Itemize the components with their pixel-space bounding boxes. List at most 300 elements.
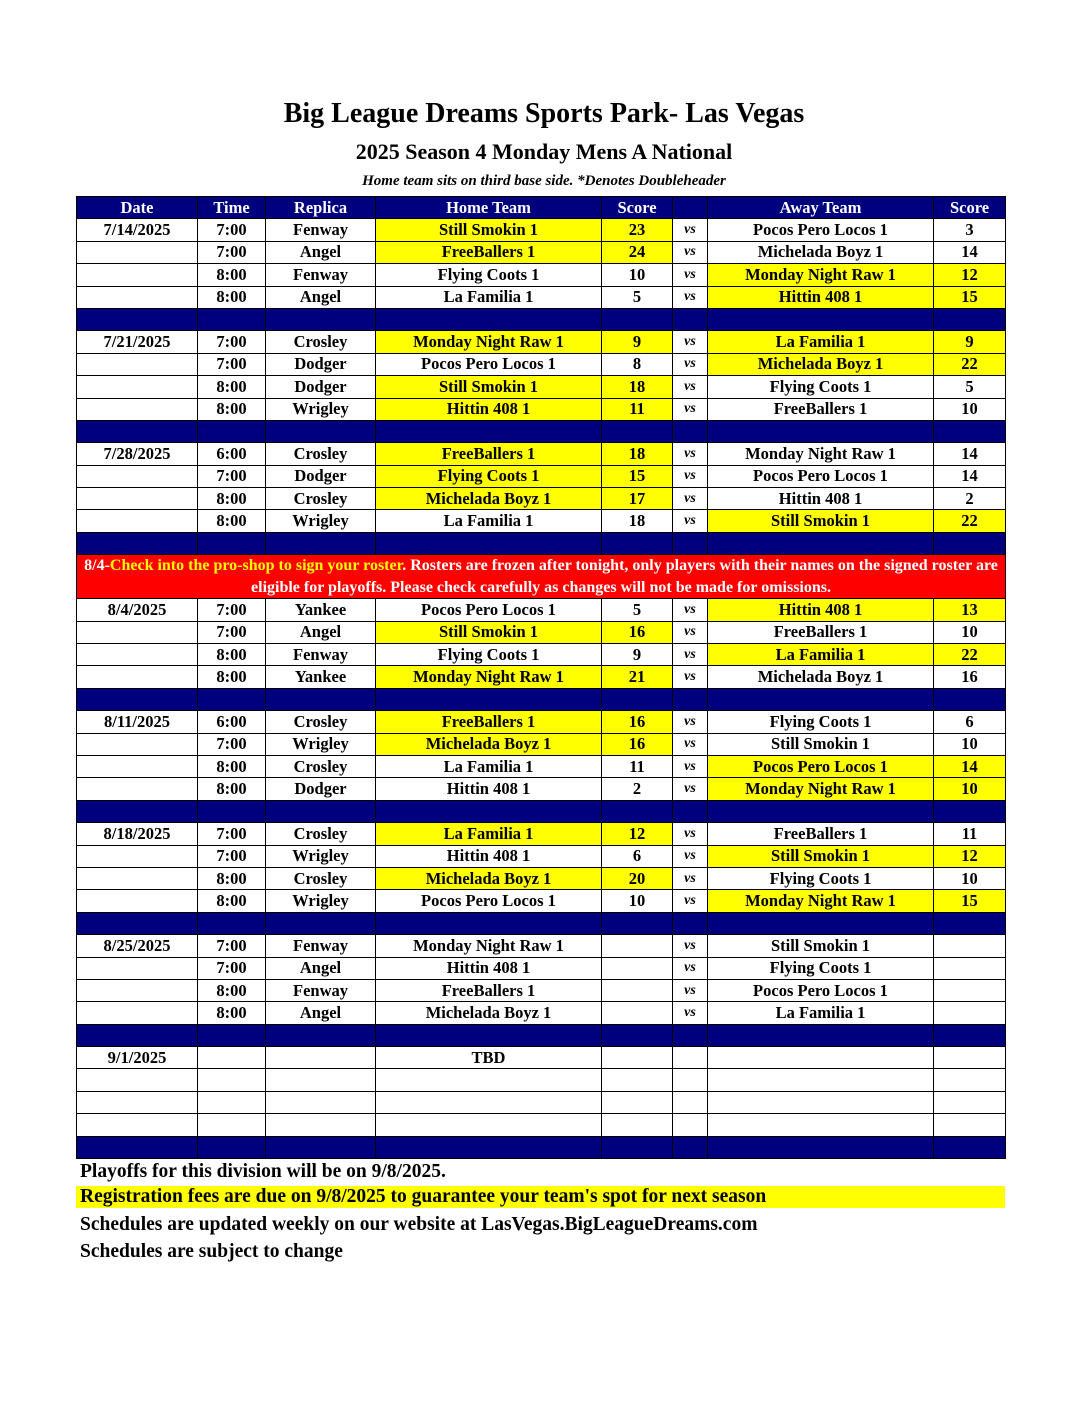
away-team-cell: [708, 1091, 934, 1113]
away-score-cell: 3: [934, 219, 1006, 241]
separator-row: [77, 912, 1006, 934]
separator-cell: [602, 420, 673, 442]
date-cell: [77, 286, 198, 308]
game-row: [77, 264, 1006, 286]
column-header-time: Time: [198, 197, 266, 219]
time-cell: 8:00: [198, 398, 266, 420]
date-cell: [77, 621, 198, 643]
replica-cell: [266, 1069, 376, 1091]
home-team-cell: Pocos Pero Locos 1: [376, 890, 602, 912]
replica-cell: Dodger: [266, 465, 376, 487]
replica-cell: Angel: [266, 1002, 376, 1024]
separator-cell: [77, 420, 198, 442]
home-score-cell: 18: [602, 510, 673, 532]
home-score-cell: 12: [602, 823, 673, 845]
replica-cell: Crosley: [266, 443, 376, 465]
game-row: [77, 666, 1006, 688]
home-score-cell: [602, 1069, 673, 1091]
game-row: [77, 331, 1006, 353]
date-cell: 8/4/2025: [77, 599, 198, 621]
away-team-cell: FreeBallers 1: [708, 398, 934, 420]
website-note: Schedules are updated weekly on our website at LasVegas.BigLeagueDreams.com: [80, 1214, 758, 1235]
time-cell: 7:00: [198, 823, 266, 845]
home-score-cell: 18: [602, 376, 673, 398]
separator-cell: [376, 912, 602, 934]
home-score-cell: 8: [602, 353, 673, 375]
time-cell: 7:00: [198, 957, 266, 979]
game-row: [77, 644, 1006, 666]
date-cell: [77, 755, 198, 777]
time-cell: 7:00: [198, 331, 266, 353]
time-cell: 8:00: [198, 286, 266, 308]
game-row: [77, 957, 1006, 979]
away-score-cell: 9: [934, 331, 1006, 353]
vs-cell: vs: [673, 778, 708, 800]
playoffs-note: Playoffs for this division will be on 9/8/2025.: [80, 1161, 446, 1182]
home-team-cell: La Familia 1: [376, 510, 602, 532]
date-cell: 8/11/2025: [77, 711, 198, 733]
time-cell: 8:00: [198, 778, 266, 800]
separator-row: [77, 532, 1006, 554]
home-score-cell: 11: [602, 398, 673, 420]
separator-cell: [673, 308, 708, 330]
game-row: [77, 286, 1006, 308]
vs-cell: vs: [673, 957, 708, 979]
separator-cell: [266, 532, 376, 554]
away-score-cell: 22: [934, 353, 1006, 375]
home-team-cell: [376, 1069, 602, 1091]
replica-cell: Fenway: [266, 935, 376, 957]
separator-cell: [376, 800, 602, 822]
replica-cell: [266, 1047, 376, 1069]
separator-cell: [266, 912, 376, 934]
game-row: [77, 219, 1006, 241]
separator-cell: [708, 420, 934, 442]
home-team-cell: Still Smokin 1: [376, 621, 602, 643]
date-cell: [77, 398, 198, 420]
separator-cell: [602, 688, 673, 710]
away-score-cell: 14: [934, 241, 1006, 263]
away-team-cell: Hittin 408 1: [708, 488, 934, 510]
home-team-cell: Michelada Boyz 1: [376, 867, 602, 889]
game-row: [77, 711, 1006, 733]
home-team-cell: Michelada Boyz 1: [376, 733, 602, 755]
replica-cell: Fenway: [266, 264, 376, 286]
away-score-cell: [934, 1002, 1006, 1024]
away-team-cell: Pocos Pero Locos 1: [708, 979, 934, 1001]
schedule-body: [77, 219, 1006, 1159]
replica-cell: Yankee: [266, 666, 376, 688]
separator-cell: [376, 420, 602, 442]
separator-cell: [266, 1024, 376, 1046]
home-team-cell: Flying Coots 1: [376, 264, 602, 286]
separator-cell: [77, 532, 198, 554]
date-cell: 7/14/2025: [77, 219, 198, 241]
away-team-cell: [708, 1047, 934, 1069]
home-team-cell: [376, 1091, 602, 1113]
away-score-cell: 16: [934, 666, 1006, 688]
vs-cell: vs: [673, 219, 708, 241]
home-score-cell: 16: [602, 621, 673, 643]
replica-cell: Yankee: [266, 599, 376, 621]
separator-cell: [266, 1136, 376, 1158]
time-cell: 8:00: [198, 666, 266, 688]
game-row: [77, 867, 1006, 889]
home-team-cell: FreeBallers 1: [376, 979, 602, 1001]
schedule-table: [76, 196, 1006, 1159]
home-team-cell: Monday Night Raw 1: [376, 666, 602, 688]
date-cell: [77, 1114, 198, 1136]
separator-cell: [198, 532, 266, 554]
separator-cell: [376, 1024, 602, 1046]
separator-cell: [376, 532, 602, 554]
replica-cell: Angel: [266, 286, 376, 308]
vs-cell: vs: [673, 666, 708, 688]
separator-cell: [602, 532, 673, 554]
date-cell: [77, 1002, 198, 1024]
roster-notice-row: [77, 555, 1006, 599]
separator-cell: [934, 1136, 1006, 1158]
separator-cell: [198, 1024, 266, 1046]
schedule-note: Home team sits on third base side. *Denotes Doubleheader: [362, 173, 726, 189]
away-team-cell: Michelada Boyz 1: [708, 666, 934, 688]
home-score-cell: [602, 957, 673, 979]
away-score-cell: 10: [934, 733, 1006, 755]
away-team-cell: La Familia 1: [708, 331, 934, 353]
game-row: [77, 979, 1006, 1001]
home-team-cell: La Familia 1: [376, 755, 602, 777]
away-team-cell: FreeBallers 1: [708, 823, 934, 845]
replica-cell: Crosley: [266, 823, 376, 845]
time-cell: 7:00: [198, 845, 266, 867]
date-cell: [77, 644, 198, 666]
away-team-cell: Still Smokin 1: [708, 510, 934, 532]
separator-row: [77, 420, 1006, 442]
separator-row: [77, 1024, 1006, 1046]
date-cell: 9/1/2025: [77, 1047, 198, 1069]
home-team-cell: FreeBallers 1: [376, 241, 602, 263]
replica-cell: Crosley: [266, 488, 376, 510]
vs-cell: vs: [673, 241, 708, 263]
replica-cell: Dodger: [266, 353, 376, 375]
column-header-away-score: Score: [934, 197, 1006, 219]
separator-row: [77, 688, 1006, 710]
time-cell: 7:00: [198, 599, 266, 621]
away-score-cell: [934, 957, 1006, 979]
vs-cell: vs: [673, 755, 708, 777]
vs-cell: [673, 1047, 708, 1069]
separator-cell: [77, 1024, 198, 1046]
time-cell: 6:00: [198, 443, 266, 465]
separator-cell: [673, 532, 708, 554]
separator-cell: [198, 688, 266, 710]
game-row: [77, 621, 1006, 643]
time-cell: 8:00: [198, 510, 266, 532]
game-row: [77, 443, 1006, 465]
vs-cell: vs: [673, 465, 708, 487]
time-cell: 8:00: [198, 644, 266, 666]
home-score-cell: [602, 1002, 673, 1024]
column-header-vs: [673, 197, 708, 219]
vs-cell: [673, 1069, 708, 1091]
column-header-away-team: Away Team: [708, 197, 934, 219]
game-row: [77, 845, 1006, 867]
column-header-date: Date: [77, 197, 198, 219]
time-cell: 7:00: [198, 733, 266, 755]
separator-cell: [266, 800, 376, 822]
vs-cell: [673, 1114, 708, 1136]
separator-cell: [673, 912, 708, 934]
separator-cell: [934, 800, 1006, 822]
date-cell: 7/28/2025: [77, 443, 198, 465]
home-team-cell: [376, 1114, 602, 1136]
game-row: [77, 465, 1006, 487]
time-cell: 8:00: [198, 376, 266, 398]
separator-cell: [934, 308, 1006, 330]
away-score-cell: 11: [934, 823, 1006, 845]
away-score-cell: 10: [934, 778, 1006, 800]
home-score-cell: 9: [602, 331, 673, 353]
game-row: [77, 1091, 1006, 1113]
home-team-cell: Monday Night Raw 1: [376, 935, 602, 957]
date-cell: [77, 264, 198, 286]
game-row: [77, 241, 1006, 263]
away-score-cell: 13: [934, 599, 1006, 621]
date-cell: [77, 376, 198, 398]
separator-cell: [198, 308, 266, 330]
away-score-cell: 5: [934, 376, 1006, 398]
separator-cell: [77, 800, 198, 822]
time-cell: 7:00: [198, 219, 266, 241]
vs-cell: vs: [673, 621, 708, 643]
time-cell: 7:00: [198, 935, 266, 957]
vs-cell: vs: [673, 935, 708, 957]
replica-cell: Crosley: [266, 711, 376, 733]
date-cell: [77, 666, 198, 688]
home-team-cell: Still Smokin 1: [376, 219, 602, 241]
home-team-cell: Hittin 408 1: [376, 845, 602, 867]
date-cell: [77, 1091, 198, 1113]
separator-cell: [708, 688, 934, 710]
home-score-cell: 15: [602, 465, 673, 487]
time-cell: 8:00: [198, 890, 266, 912]
vs-cell: vs: [673, 376, 708, 398]
away-score-cell: 15: [934, 890, 1006, 912]
home-score-cell: 6: [602, 845, 673, 867]
separator-cell: [934, 688, 1006, 710]
separator-cell: [602, 1136, 673, 1158]
separator-cell: [266, 688, 376, 710]
away-score-cell: 10: [934, 398, 1006, 420]
date-cell: [77, 979, 198, 1001]
date-cell: 7/21/2025: [77, 331, 198, 353]
vs-cell: vs: [673, 823, 708, 845]
vs-cell: vs: [673, 711, 708, 733]
vs-cell: vs: [673, 488, 708, 510]
home-team-cell: TBD: [376, 1047, 602, 1069]
registration-note: Registration fees are due on 9/8/2025 to guarantee your team's spot for next season: [76, 1186, 1005, 1208]
home-team-cell: Hittin 408 1: [376, 778, 602, 800]
replica-cell: Wrigley: [266, 398, 376, 420]
separator-cell: [198, 420, 266, 442]
time-cell: 7:00: [198, 241, 266, 263]
date-cell: 8/25/2025: [77, 935, 198, 957]
date-cell: [77, 353, 198, 375]
home-score-cell: 16: [602, 733, 673, 755]
away-team-cell: [708, 1069, 934, 1091]
date-cell: [77, 488, 198, 510]
away-team-cell: FreeBallers 1: [708, 621, 934, 643]
game-row: [77, 376, 1006, 398]
away-score-cell: 22: [934, 510, 1006, 532]
home-score-cell: 21: [602, 666, 673, 688]
separator-cell: [708, 1136, 934, 1158]
replica-cell: Wrigley: [266, 845, 376, 867]
away-team-cell: [708, 1114, 934, 1136]
game-row: [77, 599, 1006, 621]
roster-notice: [77, 555, 1006, 599]
away-team-cell: Hittin 408 1: [708, 599, 934, 621]
away-team-cell: Pocos Pero Locos 1: [708, 465, 934, 487]
game-row: [77, 1069, 1006, 1091]
home-team-cell: Flying Coots 1: [376, 644, 602, 666]
date-cell: [77, 733, 198, 755]
away-score-cell: [934, 1091, 1006, 1113]
game-row: [77, 488, 1006, 510]
game-row: [77, 823, 1006, 845]
separator-cell: [708, 308, 934, 330]
away-team-cell: Pocos Pero Locos 1: [708, 219, 934, 241]
replica-cell: Wrigley: [266, 890, 376, 912]
vs-cell: vs: [673, 510, 708, 532]
separator-cell: [77, 308, 198, 330]
away-team-cell: Still Smokin 1: [708, 733, 934, 755]
away-score-cell: [934, 1047, 1006, 1069]
separator-cell: [673, 1024, 708, 1046]
away-score-cell: 10: [934, 621, 1006, 643]
separator-cell: [602, 308, 673, 330]
time-cell: [198, 1069, 266, 1091]
away-team-cell: Michelada Boyz 1: [708, 241, 934, 263]
vs-cell: vs: [673, 644, 708, 666]
home-team-cell: Michelada Boyz 1: [376, 1002, 602, 1024]
away-team-cell: La Familia 1: [708, 1002, 934, 1024]
time-cell: 8:00: [198, 264, 266, 286]
replica-cell: Angel: [266, 957, 376, 979]
separator-cell: [602, 1024, 673, 1046]
home-score-cell: 2: [602, 778, 673, 800]
separator-row: [77, 308, 1006, 330]
home-score-cell: 23: [602, 219, 673, 241]
page-subtitle: 2025 Season 4 Monday Mens A National: [355, 139, 733, 164]
separator-cell: [77, 688, 198, 710]
away-team-cell: Monday Night Raw 1: [708, 890, 934, 912]
date-cell: [77, 1069, 198, 1091]
vs-cell: vs: [673, 733, 708, 755]
away-score-cell: 15: [934, 286, 1006, 308]
game-row: [77, 353, 1006, 375]
time-cell: 8:00: [198, 1002, 266, 1024]
home-score-cell: 11: [602, 755, 673, 777]
time-cell: 8:00: [198, 488, 266, 510]
replica-cell: [266, 1114, 376, 1136]
date-cell: [77, 241, 198, 263]
away-team-cell: Flying Coots 1: [708, 376, 934, 398]
away-score-cell: [934, 979, 1006, 1001]
table-header-row: [77, 197, 1006, 219]
away-score-cell: 6: [934, 711, 1006, 733]
time-cell: 8:00: [198, 979, 266, 1001]
vs-cell: vs: [673, 599, 708, 621]
home-team-cell: Flying Coots 1: [376, 465, 602, 487]
notice-highlight: Check into the pro-shop to sign your roster: [109, 557, 403, 575]
away-score-cell: [934, 935, 1006, 957]
home-score-cell: 10: [602, 890, 673, 912]
replica-cell: Wrigley: [266, 733, 376, 755]
away-team-cell: Flying Coots 1: [708, 711, 934, 733]
home-score-cell: 9: [602, 644, 673, 666]
home-score-cell: 18: [602, 443, 673, 465]
away-score-cell: 12: [934, 264, 1006, 286]
time-cell: 6:00: [198, 711, 266, 733]
game-row: [77, 778, 1006, 800]
replica-cell: Fenway: [266, 219, 376, 241]
away-team-cell: Pocos Pero Locos 1: [708, 755, 934, 777]
date-cell: [77, 510, 198, 532]
home-team-cell: Hittin 408 1: [376, 957, 602, 979]
away-score-cell: 14: [934, 443, 1006, 465]
separator-cell: [266, 420, 376, 442]
vs-cell: vs: [673, 331, 708, 353]
home-score-cell: 5: [602, 286, 673, 308]
game-row: [77, 1002, 1006, 1024]
notice-date: 8/4-: [84, 557, 110, 575]
vs-cell: vs: [673, 890, 708, 912]
separator-cell: [934, 420, 1006, 442]
vs-cell: vs: [673, 979, 708, 1001]
replica-cell: Fenway: [266, 979, 376, 1001]
time-cell: 8:00: [198, 867, 266, 889]
home-score-cell: 24: [602, 241, 673, 263]
away-score-cell: 14: [934, 465, 1006, 487]
replica-cell: Dodger: [266, 778, 376, 800]
vs-cell: vs: [673, 264, 708, 286]
column-header-home-team: Home Team: [376, 197, 602, 219]
home-team-cell: Hittin 408 1: [376, 398, 602, 420]
home-team-cell: FreeBallers 1: [376, 711, 602, 733]
date-cell: [77, 957, 198, 979]
separator-cell: [708, 532, 934, 554]
date-cell: [77, 465, 198, 487]
away-team-cell: Flying Coots 1: [708, 867, 934, 889]
notice-text: . Rosters are frozen after tonight, only players with their names on the signed roster are eligible for playoffs. Please check carefully as changes will not be made for omissions.: [251, 557, 998, 596]
away-team-cell: Monday Night Raw 1: [708, 264, 934, 286]
home-team-cell: Still Smokin 1: [376, 376, 602, 398]
home-team-cell: La Familia 1: [376, 286, 602, 308]
game-row: [77, 733, 1006, 755]
home-score-cell: 16: [602, 711, 673, 733]
away-score-cell: 10: [934, 867, 1006, 889]
separator-cell: [934, 1024, 1006, 1046]
away-team-cell: Still Smokin 1: [708, 935, 934, 957]
game-row: [77, 1114, 1006, 1136]
separator-cell: [198, 800, 266, 822]
replica-cell: Crosley: [266, 755, 376, 777]
replica-cell: Wrigley: [266, 510, 376, 532]
home-score-cell: 17: [602, 488, 673, 510]
home-score-cell: [602, 1091, 673, 1113]
vs-cell: vs: [673, 845, 708, 867]
